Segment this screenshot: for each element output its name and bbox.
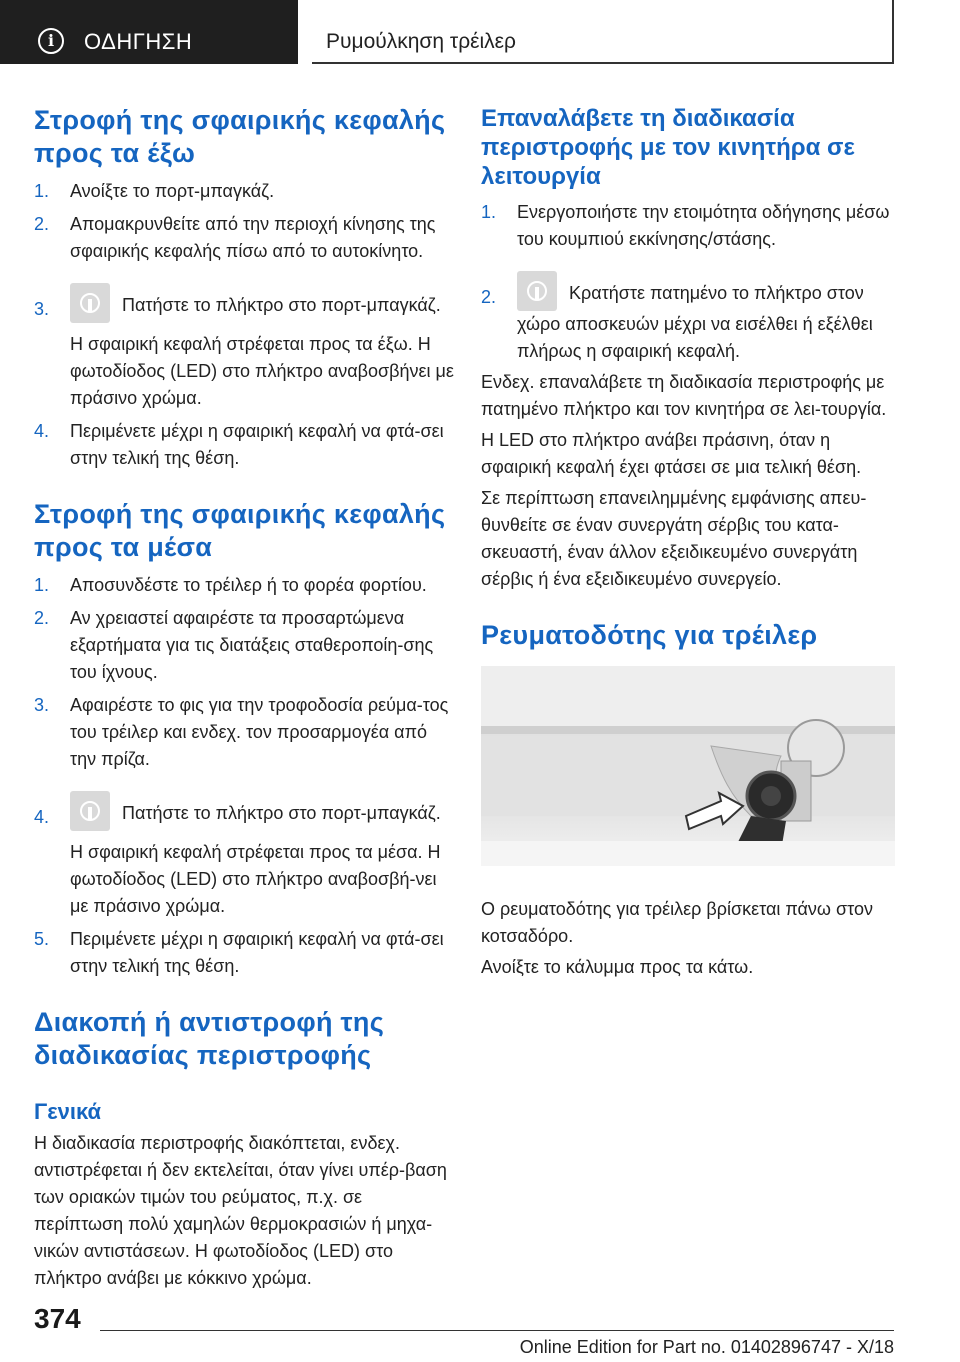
step-number: 1.: [34, 575, 50, 595]
section-title-repeat: Επαναλάβετε τη διαδικασία περιστροφής με τον κινητήρα σε λειτουργία: [481, 105, 855, 190]
list-item: [34, 692, 454, 773]
step-number: 2.: [34, 214, 50, 234]
header-section-tab: [0, 0, 298, 64]
list-item: [34, 178, 454, 205]
paragraph: Ενδεχ. επαναλάβετε τη διαδικασία περιστροφής με πατημένο πλήκτρο και τον κινητήρα σε λει-τουργία.: [481, 372, 887, 419]
right-column: [481, 104, 895, 981]
section-title-swing-in: Στροφή της σφαιρικής κεφαλής προς τα μέσα: [34, 499, 446, 562]
step-number: 5.: [34, 929, 50, 949]
step-text: Ανοίξτε το πορτ-μπαγκάζ.: [70, 181, 275, 201]
tailgate-button-icon: [70, 791, 110, 831]
section-title-interrupt: Διακοπή ή αντιστροφή της διαδικασίας περιστροφής: [34, 1007, 385, 1070]
list-item: [34, 418, 454, 472]
left-column: [34, 104, 454, 1292]
paragraph: Η LED στο πλήκτρο ανάβει πράσινη, όταν η σφαιρική κεφαλή έχει φτάσει σε μια τελική θέση.: [481, 430, 862, 477]
subsection-title-general: Γενικά: [34, 1099, 102, 1124]
list-item: [34, 283, 454, 412]
step-text: Αφαιρέστε το φις για την τροφοδοσία ρεύμα-τος του τρέιλερ και ενδεχ. τον προσαρμογέα από την πρίζα.: [70, 695, 449, 769]
list-item: [481, 199, 895, 253]
info-icon: i: [38, 28, 64, 54]
step-number: 4.: [34, 421, 50, 441]
page-number: 374: [34, 1303, 81, 1334]
page-title: Ρυμούλκηση τρέιλερ: [326, 30, 516, 53]
step-text: Πατήστε το πλήκτρο στο πορτ-μπαγκάζ.: [122, 803, 441, 823]
step-number: 2.: [481, 287, 497, 307]
list-item: [34, 926, 454, 980]
edition-text: Online Edition for Part no. 01402896747 - X/18: [519, 1337, 894, 1357]
steps-repeat: [481, 199, 895, 365]
footer-divider: [100, 1330, 894, 1331]
step-number: 3.: [34, 299, 50, 319]
step-text: Περιμένετε μέχρι η σφαιρική κεφαλή να φτά-σει στην τελική της θέση.: [70, 421, 444, 468]
list-item: [34, 572, 454, 599]
step-number: 2.: [34, 608, 50, 628]
header-section-label: ΟΔΗΓΗΣΗ: [84, 29, 193, 54]
step-note: Η σφαιρική κεφαλή στρέφεται προς τα μέσα. Η φωτοδίοδος (LED) στο πλήκτρο αναβοσβή-νει με πράσινο χρώμα.: [70, 842, 441, 916]
list-item: [481, 271, 895, 365]
step-number: 3.: [34, 695, 50, 715]
step-text: Κρατήστε πατημένο το πλήκτρο στον χώρο αποσκευών μέχρι να εισέλθει ή εξέλθει πλήρως η σφαιρική κεφαλή.: [517, 283, 873, 361]
header-title-box: [312, 0, 894, 64]
trailer-socket-illustration: [481, 666, 895, 866]
step-text: Αν χρειαστεί αφαιρέστε τα προσαρτώμενα εξαρτήματα για τις διατάξεις σταθεροποίη-σης του ίχνους.: [70, 608, 434, 682]
trailer-socket-photo: [481, 666, 895, 866]
step-number: 1.: [481, 202, 497, 222]
step-text: Πατήστε το πλήκτρο στο πορτ-μπαγκάζ.: [122, 295, 441, 315]
paragraph: Ανοίξτε το κάλυμμα προς τα κάτω.: [481, 957, 754, 977]
step-text: Απομακρυνθείτε από την περιοχή κίνησης της σφαιρικής κεφαλής πίσω από το αυτοκίνητο.: [70, 214, 436, 261]
tailgate-button-icon: [70, 283, 110, 323]
tailgate-button-icon: [517, 271, 557, 311]
section-title-socket: Ρευματοδότης για τρέιλερ: [481, 620, 818, 650]
section-title-swing-out: Στροφή της σφαιρικής κεφαλής προς τα έξω: [34, 105, 446, 168]
step-text: Ενεργοποιήστε την ετοιμότητα οδήγησης μέσω του κουμπιού εκκίνησης/στάσης.: [517, 202, 890, 249]
paragraph: Σε περίπτωση επανειλημμένης εμφάνισης απευ-θυνθείτε σε έναν συνεργάτη σέρβις του κατα-σκευαστή, έναν άλλον εξειδικευμένο συνεργάτη σέρβις ή ένα εξειδικευμένο συνεργείο.: [481, 488, 867, 589]
step-text: Περιμένετε μέχρι η σφαιρική κεφαλή να φτά-σει στην τελική της θέση.: [70, 929, 444, 976]
steps-swing-out: [34, 178, 454, 472]
steps-swing-in: [34, 572, 454, 980]
paragraph: Η διαδικασία περιστροφής διακόπτεται, ενδεχ. αντιστρέφεται ή δεν εκτελείται, όταν γίνει υπέρ-βαση των οριακών τιμών του ρεύματος, π.χ. σε περίπτωση πολύ χαμηλών θερμοκρασιών ή μηχα-νικών αντιστάσεων. Η φωτοδίοδος (LED) στο πλήκτρο ανάβει με κόκκινο χρώμα.: [34, 1133, 447, 1288]
step-number: 4.: [34, 807, 50, 827]
step-note: Η σφαιρική κεφαλή στρέφεται προς τα έξω. Η φωτοδίοδος (LED) στο πλήκτρο αναβοσβήνει με πράσινο χρώμα.: [70, 334, 454, 408]
list-item: [34, 791, 454, 920]
paragraph: Ο ρευματοδότης για τρέιλερ βρίσκεται πάνω στον κοτσαδόρο.: [481, 899, 873, 946]
list-item: [34, 605, 454, 686]
step-number: 1.: [34, 181, 50, 201]
list-item: [34, 211, 454, 265]
step-text: Αποσυνδέστε το τρέιλερ ή το φορέα φορτίου.: [70, 575, 427, 595]
